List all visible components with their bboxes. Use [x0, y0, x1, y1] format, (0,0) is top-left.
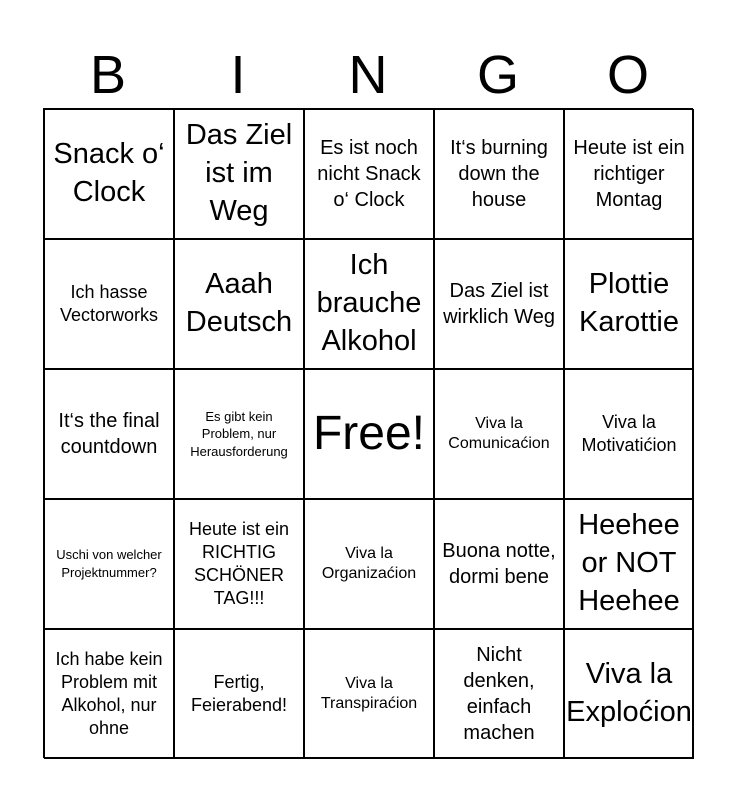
bingo-cell-label: Ich hasse Vectorworks — [59, 281, 159, 325]
bingo-cell-label: Nicht denken, einfach machen — [463, 644, 535, 744]
bingo-cell-i4[interactable] — [174, 499, 304, 629]
bingo-board — [43, 108, 693, 758]
bingo-cell-label: Ich habe kein Problem mit Alkohol, nur ohne — [55, 648, 163, 739]
bingo-cell-i2[interactable] — [174, 239, 304, 369]
header-letter-n: N — [348, 45, 388, 105]
bingo-cell-n4[interactable] — [304, 499, 434, 629]
bingo-cell-label: Viva la Comunicaćion — [448, 415, 550, 452]
bingo-cell-label: Das Ziel ist im Weg — [185, 119, 293, 227]
bingo-cell-label: Viva la Motivatićion — [581, 411, 677, 455]
bingo-cell-label: Free! — [312, 406, 426, 460]
bingo-cell-label: Aaah Deutsch — [185, 268, 293, 338]
bingo-cell-label: Viva la Organizaćion — [321, 545, 417, 582]
bingo-cell-b1[interactable] — [44, 109, 174, 239]
bingo-cell-label: Fertig, Feierabend! — [190, 671, 288, 715]
bingo-cell-label: Es ist noch nicht Snack o‘ Clock — [317, 137, 421, 211]
bingo-cell-g3[interactable] — [434, 369, 564, 499]
header-letter-o: O — [606, 45, 649, 105]
bingo-cell-label: Ich brauche Alkohol — [316, 249, 422, 357]
bingo-cell-label: It‘s the final countdown — [58, 410, 160, 458]
bingo-cell-label: It‘s burning down the house — [450, 137, 548, 211]
bingo-cell-o1[interactable] — [564, 109, 694, 239]
header-letter-b: B — [89, 45, 127, 105]
bingo-cell-label: Snack o‘ Clock — [53, 138, 165, 208]
bingo-cell-label: Plottie Karottie — [579, 268, 679, 338]
bingo-cell-i1[interactable] — [174, 109, 304, 239]
bingo-cell-o2[interactable] — [564, 239, 694, 369]
header-letter-i: I — [230, 45, 246, 105]
bingo-cell-g5[interactable] — [434, 629, 564, 759]
header-letter-g: G — [476, 45, 519, 105]
bingo-cell-g2[interactable] — [434, 239, 564, 369]
bingo-cell-n5[interactable] — [304, 629, 434, 759]
bingo-cell-g1[interactable] — [434, 109, 564, 239]
bingo-cell-n1[interactable] — [304, 109, 434, 239]
bingo-cell-o4[interactable] — [564, 499, 694, 629]
bingo-cell-n2[interactable] — [304, 239, 434, 369]
bingo-cell-label: Heehee or NOT Heehee — [578, 509, 680, 617]
bingo-cell-o3[interactable] — [564, 369, 694, 499]
bingo-cell-label: Es gibt kein Problem, nur Herausforderung — [190, 408, 288, 459]
bingo-cell-b4[interactable] — [44, 499, 174, 629]
bingo-cell-b5[interactable] — [44, 629, 174, 759]
bingo-cell-label: Uschi von welcher Projektnummer? — [56, 547, 162, 580]
free-space-cell[interactable] — [304, 369, 434, 499]
bingo-cell-label: Heute ist ein richtiger Montag — [573, 137, 685, 211]
bingo-cell-label: Buona notte, dormi bene — [442, 540, 556, 588]
bingo-cell-b3[interactable] — [44, 369, 174, 499]
bingo-cell-g4[interactable] — [434, 499, 564, 629]
bingo-cell-label: Viva la Exploćion — [566, 658, 692, 728]
bingo-cell-label: Heute ist ein RICHTIG SCHÖNER TAG!!! — [188, 518, 290, 609]
bingo-cell-label: Das Ziel ist wirklich Weg — [443, 280, 555, 328]
bingo-cell-i5[interactable] — [174, 629, 304, 759]
bingo-cell-label: Viva la Transpiraćion — [320, 675, 418, 712]
bingo-cell-i3[interactable] — [174, 369, 304, 499]
bingo-cell-b2[interactable] — [44, 239, 174, 369]
bingo-header — [43, 42, 693, 108]
bingo-cell-o5[interactable] — [564, 629, 694, 759]
